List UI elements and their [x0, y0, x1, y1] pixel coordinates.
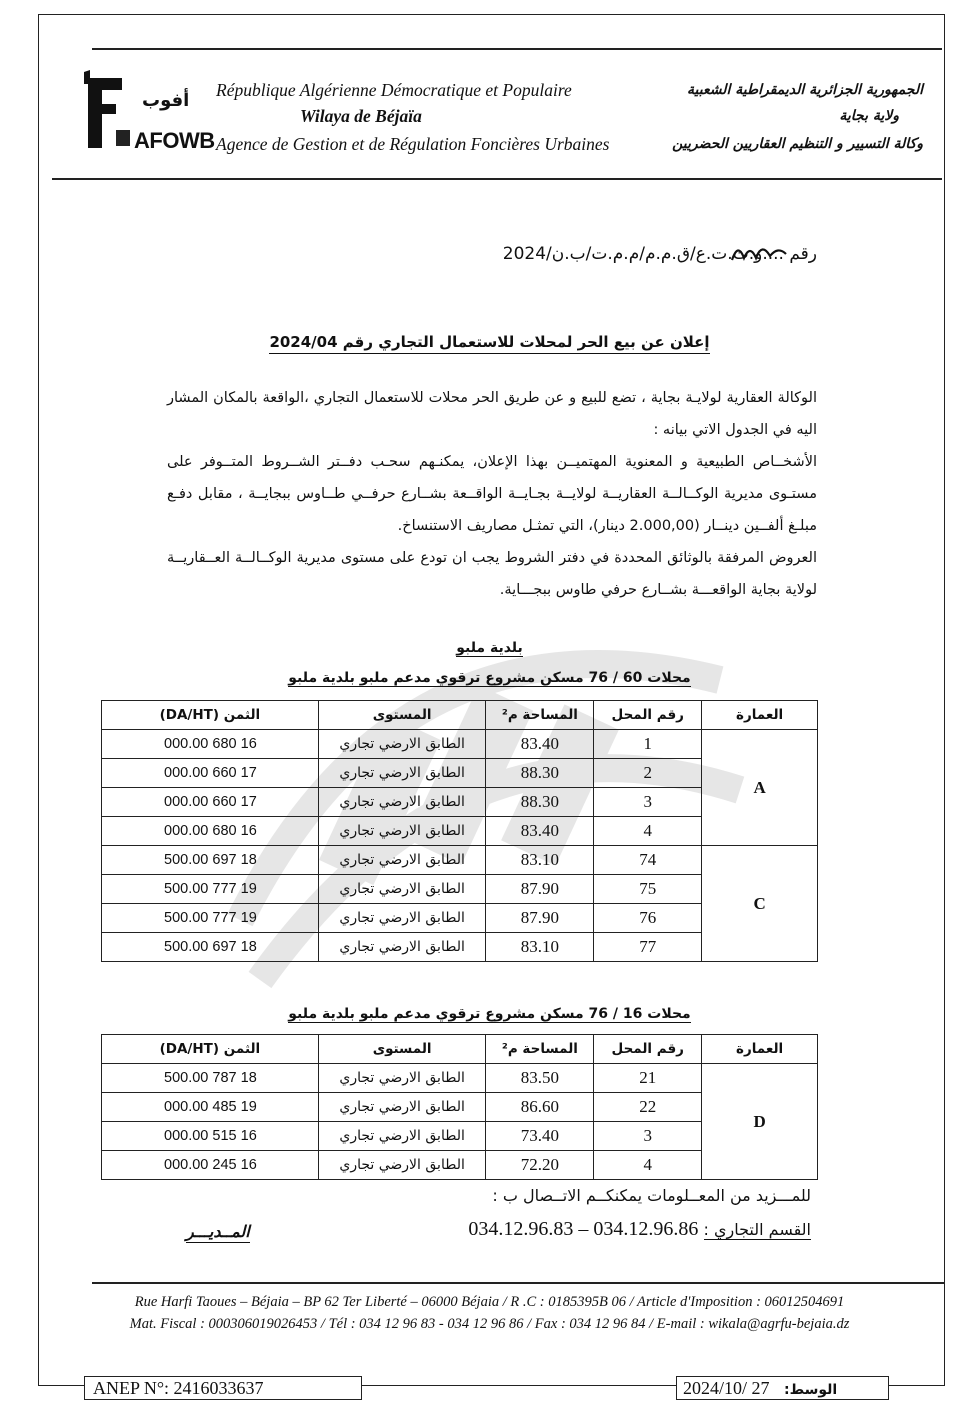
contact-label: القسم التجاري : — [703, 1220, 811, 1239]
unit-area: 87.90 — [486, 875, 594, 904]
unit-area: 83.10 — [486, 846, 594, 875]
unit-area: 73.40 — [486, 1122, 594, 1151]
unit-area: 87.90 — [486, 904, 594, 933]
unit-price: 18 787 500.00 — [102, 1064, 319, 1093]
handwritten-number-icon — [728, 240, 790, 266]
unit-price: 16 245 000.00 — [102, 1151, 319, 1180]
publication-date: 2024/10/ 27 — [683, 1378, 770, 1398]
unit-area: 83.50 — [486, 1064, 594, 1093]
announcement-title: إعلان عن بيع الحر لمحلات للاستعمال التجاري رقم 2024/04 — [0, 333, 979, 351]
paragraph-conditions: الأشخــاص الطبيعية و المعنوية المهتميــن بهذا الإعلان، يمكنـهم سحـب دفــتر الشــروط المتــوفر على مستـوى مديرية الوكــالــة العقاريــة لولايــة بجـايــة الواقــعة بشــارع حرفــي طــاوس ببجايــة ، مقابل دفـع مبلـغ ألفــين دينــار (2.000,00 دينار)، التي تمثـل مصاريف الاستنساخ. — [167, 454, 817, 534]
header-unit-number: رقم المحل — [594, 1035, 702, 1064]
header-building: العمارة — [702, 1035, 818, 1064]
unit-level: الطابق الارضي تجاري — [318, 933, 486, 962]
publication-label: الوسط: — [784, 1382, 838, 1398]
unit-area: 83.40 — [486, 730, 594, 759]
unit-level: الطابق الارضي تجاري — [318, 904, 486, 933]
footer-address: Rue Harfi Taoues – Béjaia – BP 62 Ter Liberté – 06000 Béjaia / R .C : 0185395B 06 / Article d'Imposition : 06012504691 — [134, 1294, 845, 1310]
unit-number: 1 — [594, 730, 702, 759]
unit-level: الطابق الارضي تجاري — [318, 1064, 486, 1093]
footer-contacts: Mat. Fiscal : 000306019026453 / Tél : 034 12 96 83 - 034 12 96 86 / Fax : 034 12 96 84 / E-mail : wikala@agrfu-bejaia.dz — [129, 1316, 850, 1332]
unit-level: الطابق الارضي تجاري — [318, 1151, 486, 1180]
unit-area: 88.30 — [486, 788, 594, 817]
building-cell: A — [702, 730, 818, 846]
header-area: المساحة م² — [486, 1035, 594, 1064]
header-ar-agency: وكالة التسيير و التنظيم العقاريين الحضريين — [672, 136, 923, 152]
reference-number: رقم ....و.ت.ت.ع/ق.م.م/م.م.ت/ب.ن/2024 — [502, 244, 817, 264]
header-fr-wilaya: Wilaya de Béjaïa — [300, 106, 422, 126]
paragraph-offers: العروض المرفقة بالوثائق المحددة في دفتر الشروط يجب ان تودع على مستوى مديرية الوكــالــة العــقاريــة لولاية بجاية الواقعـــة بشــارع حرفي طاوس ببجـــاية. — [167, 550, 817, 598]
unit-area: 83.10 — [486, 933, 594, 962]
unit-level: الطابق الارضي تجاري — [318, 730, 486, 759]
unit-level: الطابق الارضي تجاري — [318, 846, 486, 875]
unit-level: الطابق الارضي تجاري — [318, 1122, 486, 1151]
logo-arabic: أفوب — [142, 90, 190, 111]
unit-level: الطابق الارضي تجاري — [318, 817, 486, 846]
unit-number: 3 — [594, 788, 702, 817]
unit-number: 76 — [594, 904, 702, 933]
unit-price: 17 660 000.00 — [102, 788, 319, 817]
unit-price: 17 660 000.00 — [102, 759, 319, 788]
header-level: المستوى — [318, 1035, 486, 1064]
table-premises-60 — [101, 700, 818, 962]
unit-number: 22 — [594, 1093, 702, 1122]
unit-number: 74 — [594, 846, 702, 875]
director-signature: المــديـــر — [186, 1222, 250, 1241]
paragraph-intro: الوكالة العقارية لولايـة بجاية ، تضع للبيع و عن طريق الحر محلات للاستعمال التجاري ،الواقعة بالمكان المشار اليه في الجدول الاتي بيانه : — [167, 390, 817, 438]
header-ar-wilaya: ولاية بجاية — [839, 108, 899, 124]
header-bottom-rule — [52, 178, 942, 180]
table-row — [102, 730, 818, 759]
building-cell: C — [702, 846, 818, 962]
unit-area: 83.40 — [486, 817, 594, 846]
unit-number: 4 — [594, 1151, 702, 1180]
phone-numbers: 034.12.96.83 – 034.12.96.86 — [468, 1218, 699, 1240]
unit-area: 86.60 — [486, 1093, 594, 1122]
header-price: الثمن (DA/HT) — [102, 701, 319, 730]
logo-text: AFOWB — [134, 128, 215, 153]
unit-area: 72.20 — [486, 1151, 594, 1180]
table-header-row — [102, 701, 818, 730]
unit-price: 16 515 000.00 — [102, 1122, 319, 1151]
anep-number-box: ANEP N°: 2416033637 — [84, 1376, 362, 1400]
unit-price: 18 697 500.00 — [102, 933, 319, 962]
table-header-row — [102, 1035, 818, 1064]
table-premises-16 — [101, 1034, 818, 1180]
header-fr-republic: République Algérienne Démocratique et Populaire — [216, 80, 572, 100]
header-price: الثمن (DA/HT) — [102, 1035, 319, 1064]
header-level: المستوى — [318, 701, 486, 730]
footer-rule — [92, 1282, 944, 1284]
unit-level: الطابق الارضي تجاري — [318, 1093, 486, 1122]
unit-price: 19 777 500.00 — [102, 904, 319, 933]
contact-phones — [468, 1218, 811, 1241]
unit-number: 75 — [594, 875, 702, 904]
unit-area: 88.30 — [486, 759, 594, 788]
unit-level: الطابق الارضي تجاري — [318, 875, 486, 904]
unit-price: 16 680 000.00 — [102, 730, 319, 759]
unit-number: 21 — [594, 1064, 702, 1093]
unit-price: 19 777 500.00 — [102, 875, 319, 904]
unit-number: 2 — [594, 759, 702, 788]
table2-caption: محلات 16 / 76 مسكن مشروع ترقوي مدعم ملبو بلدية ملبو — [288, 1006, 691, 1022]
table1-caption: محلات 60 / 76 مسكن مشروع ترقوي مدعم ملبو بلدية ملبو — [288, 670, 691, 686]
unit-level: الطابق الارضي تجاري — [318, 759, 486, 788]
table-row — [102, 1064, 818, 1093]
unit-price: 16 680 000.00 — [102, 817, 319, 846]
header-ar-republic: الجمهورية الجزائرية الديمقراطية الشعبية — [686, 82, 923, 98]
unit-price: 19 485 000.00 — [102, 1093, 319, 1122]
publication-box — [676, 1376, 889, 1400]
header-fr-agency: Agence de Gestion et de Régulation Foncières Urbaines — [216, 134, 610, 154]
header-top-rule — [92, 48, 942, 50]
contact-info-line: للمـــزيد من المعــلومات يمكنكــم الاتــصال ب : — [492, 1186, 811, 1205]
header-unit-number: رقم المحل — [594, 701, 702, 730]
table-row — [102, 846, 818, 875]
unit-price: 18 697 500.00 — [102, 846, 319, 875]
unit-number: 4 — [594, 817, 702, 846]
municipality-title: بلدية ملبو — [456, 640, 523, 656]
unit-number: 3 — [594, 1122, 702, 1151]
building-cell: D — [702, 1064, 818, 1180]
unit-number: 77 — [594, 933, 702, 962]
unit-level: الطابق الارضي تجاري — [318, 788, 486, 817]
header-building: العمارة — [702, 701, 818, 730]
header-area: المساحة م² — [486, 701, 594, 730]
